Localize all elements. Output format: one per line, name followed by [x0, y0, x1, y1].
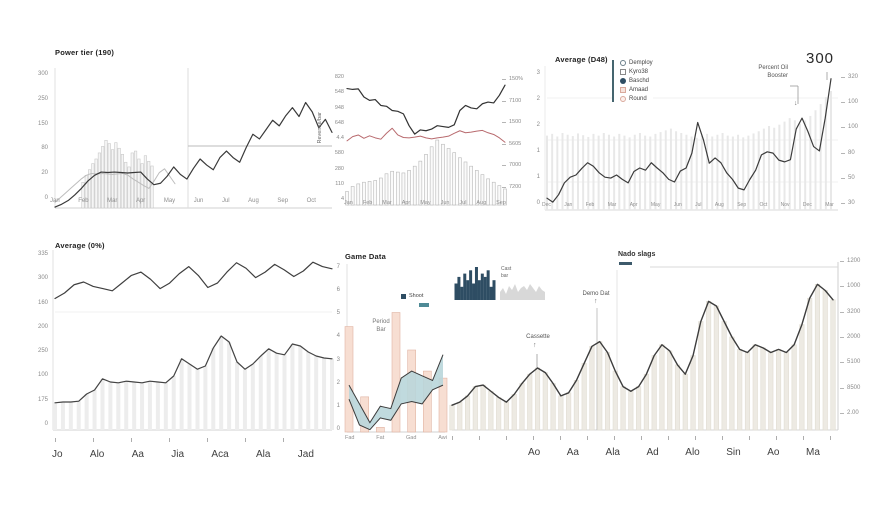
- tick-label: 30: [848, 199, 855, 206]
- arrow-up-icon: ↑: [533, 342, 537, 349]
- tick-label: 150%: [509, 76, 524, 82]
- tick-label: May: [163, 198, 176, 204]
- tick-label: 820: [334, 74, 344, 80]
- tick-label: 1: [536, 174, 540, 180]
- tick-label: 280: [334, 165, 344, 172]
- chart3-peak-value: 300: [806, 50, 835, 67]
- chart6-right-axis: [847, 258, 873, 416]
- tick-label: Aug: [714, 202, 724, 208]
- tick-label: 150: [37, 120, 48, 127]
- tick-label: 1: [336, 402, 340, 409]
- pink-square-icon: [620, 87, 626, 93]
- tick-label: Mar: [607, 202, 617, 208]
- tick-label: 4: [336, 333, 340, 340]
- tick-label: Jun: [193, 198, 204, 204]
- tick-label: Jo: [52, 449, 63, 460]
- tick-label: 548: [334, 89, 344, 96]
- chart5-legend[interactable]: [401, 293, 423, 299]
- tick-label: Ad: [646, 447, 659, 458]
- tick-label: 80: [41, 145, 48, 152]
- tick-label: Dec: [542, 202, 551, 208]
- tick-label: 100: [37, 372, 48, 379]
- tick-label: 2: [336, 379, 340, 386]
- tick-label: 648: [334, 119, 344, 126]
- square-outline-icon: [620, 69, 626, 75]
- tick-label: 80: [848, 149, 855, 156]
- chart6-vline-annotation: Demo Dat: [582, 291, 610, 297]
- chart3-annotation: [726, 64, 788, 80]
- tick-label: Oct: [759, 202, 768, 208]
- tick-label: Aca: [211, 449, 229, 460]
- tick-label: 7200: [509, 183, 522, 190]
- legend-label: Baschd: [629, 78, 650, 84]
- tick-label: 1: [536, 148, 540, 154]
- tick-label: 50: [848, 174, 855, 181]
- tick-label: 0: [336, 425, 340, 432]
- tick-label: Ma: [806, 447, 820, 458]
- tick-label: 335: [37, 251, 48, 257]
- legend-item[interactable]: [620, 78, 653, 84]
- filled-circle-icon: [620, 78, 626, 84]
- tick-label: 3: [536, 70, 540, 76]
- tick-label: 948: [334, 104, 344, 111]
- tick-label: 100: [848, 99, 859, 106]
- chart4-tick-strip: [55, 438, 321, 442]
- legend-label: Round: [629, 96, 647, 102]
- tick-label: 0: [44, 420, 48, 427]
- tick-label: 7100: [509, 97, 522, 104]
- tick-label: Jun: [673, 202, 682, 208]
- tick-label: Aa: [131, 449, 144, 460]
- chart3-legend: [612, 60, 653, 102]
- tick-label: Fad: [345, 435, 355, 441]
- tick-label: 6: [336, 287, 340, 294]
- tick-label: 250: [37, 95, 48, 102]
- chart1-title: Power tier (190): [55, 48, 115, 57]
- caption-line1: Cast: [501, 266, 512, 272]
- tick-label: 250: [37, 348, 48, 355]
- tick-label: Feb: [585, 202, 595, 208]
- tick-label: Feb: [78, 198, 89, 204]
- tick-label: Gad: [406, 435, 417, 441]
- inner-label-line1: Period: [372, 319, 390, 325]
- tick-label: Apr: [629, 202, 638, 208]
- tick-label: Aug: [476, 200, 487, 206]
- chart5-y-axis: [332, 264, 340, 432]
- tick-label: 7: [336, 264, 340, 270]
- tick-label: Jul: [695, 202, 702, 208]
- chart6-curve-annotation: Cassette: [526, 334, 550, 340]
- legend-label: Amaad: [629, 87, 649, 93]
- tick-label: Jan: [50, 198, 60, 204]
- chart3-x-axis: [542, 202, 834, 208]
- legend-item[interactable]: [620, 60, 653, 66]
- tick-label: 4: [340, 196, 344, 202]
- chart1-x-axis: [50, 198, 316, 204]
- legend-item[interactable]: [620, 69, 653, 75]
- arrow-down-icon: ↓: [794, 100, 798, 107]
- chart2-x-axis: [344, 200, 506, 206]
- pink-circle-icon: [620, 96, 626, 102]
- tick-label: Aug: [248, 198, 259, 204]
- tick-label: 3200: [847, 308, 861, 315]
- tick-label: 8500: [847, 384, 861, 391]
- tick-label: Sep: [496, 200, 506, 206]
- tick-label: 7000: [509, 162, 522, 169]
- chart3-title: Average (D48): [555, 55, 608, 64]
- tick-label: Jul: [221, 198, 230, 204]
- tick-label: Ao: [767, 447, 780, 458]
- tick-label: 1200: [847, 258, 861, 264]
- legend-label: Demploy: [629, 60, 653, 66]
- tick-label: 175: [37, 396, 48, 403]
- tick-label: 5100: [847, 359, 861, 366]
- chart2-y-axis-label: Revenue/bar: [317, 112, 323, 144]
- navy-swatch-icon: [401, 294, 406, 299]
- tick-label: Jan: [564, 202, 573, 208]
- tick-label: 0: [44, 194, 48, 201]
- chart6-tick-strip: [452, 436, 838, 440]
- tick-label: Alo: [89, 449, 105, 460]
- chart1-y-axis: [16, 71, 48, 201]
- teal-swatch-icon: [419, 303, 429, 307]
- caption-line2: bar: [501, 272, 509, 279]
- chart2-left-axis: [322, 74, 344, 202]
- chart4-y-axis: [12, 251, 48, 427]
- tick-label: Ao: [528, 447, 541, 458]
- chart6-x-axis: [528, 447, 820, 458]
- tick-label: 1000: [847, 283, 861, 290]
- tick-label: 2: [536, 122, 540, 128]
- tick-label: Jan: [344, 200, 353, 206]
- tick-label: Ala: [256, 449, 271, 460]
- arrow-up-icon: ↑: [594, 298, 598, 305]
- tick-label: 5: [336, 310, 340, 317]
- annotation-line2: Booster: [767, 73, 788, 80]
- tick-label: 2.00: [847, 409, 859, 416]
- tick-label: Alo: [685, 447, 700, 458]
- tick-label: Jia: [171, 449, 185, 460]
- tick-label: Nov: [780, 202, 790, 208]
- tick-label: Feb: [362, 200, 373, 206]
- tick-label: Ala: [605, 447, 620, 458]
- tick-label: Apr: [401, 200, 411, 206]
- tick-label: Sin: [726, 447, 741, 458]
- tick-label: 5605: [509, 140, 522, 147]
- tick-label: May: [420, 200, 431, 206]
- tick-label: Mar: [825, 202, 834, 208]
- tick-label: May: [650, 202, 661, 208]
- annotation-line1: Percent Oil: [758, 65, 788, 71]
- tick-label: 2: [536, 96, 540, 102]
- tick-label: 300: [37, 71, 48, 77]
- tick-label: Sep: [277, 198, 289, 204]
- tick-label: Fat: [376, 435, 385, 441]
- header-swatch-icon: [619, 262, 632, 265]
- tick-label: 300: [37, 275, 48, 282]
- chart3-left-axis: [530, 70, 540, 206]
- tick-label: Jun: [440, 200, 450, 206]
- tick-label: 580: [334, 150, 344, 157]
- tick-label: Dec: [802, 202, 812, 208]
- legend-label: Shoot: [409, 293, 424, 299]
- tick-label: Oct: [306, 198, 316, 204]
- tick-label: Jul: [459, 200, 467, 206]
- tick-label: Awi: [438, 435, 447, 441]
- chart4-title: Average (0%): [55, 241, 105, 250]
- circle-outline-icon: [620, 60, 626, 66]
- chart5-inner-label: [364, 318, 398, 335]
- tick-label: Mar: [382, 200, 392, 206]
- tick-label: Apr: [135, 198, 146, 204]
- legend-label: Kyro38: [629, 69, 649, 75]
- legend-item[interactable]: [620, 96, 653, 102]
- tick-label: 20: [41, 170, 48, 177]
- chart2-right-axis: [509, 76, 529, 190]
- icons-caption: [501, 266, 523, 279]
- tick-label: 160: [37, 299, 48, 306]
- tick-label: 100: [848, 124, 859, 131]
- tick-label: 1500: [509, 119, 522, 126]
- tick-label: Sep: [737, 202, 747, 208]
- tick-label: 0: [536, 200, 540, 206]
- chart6-header: Nado slags: [618, 251, 656, 258]
- chart5-x-axis: [345, 435, 447, 441]
- tick-label: 320: [848, 74, 859, 80]
- chart3-right-axis: [848, 74, 872, 206]
- tick-label: 3: [336, 356, 340, 363]
- tick-label: Mar: [107, 198, 118, 204]
- legend-item[interactable]: [620, 87, 653, 93]
- tick-label: 2000: [847, 333, 861, 340]
- tick-label: Aa: [566, 447, 579, 458]
- tick-label: 4.4: [336, 135, 344, 141]
- chart5-title: Game Data: [345, 252, 386, 261]
- tick-label: 110: [335, 180, 344, 187]
- tick-label: Jad: [297, 449, 314, 460]
- inner-label-line2: Bar: [376, 327, 386, 334]
- tick-label: 200: [37, 323, 48, 330]
- chart4-x-axis: [52, 449, 314, 460]
